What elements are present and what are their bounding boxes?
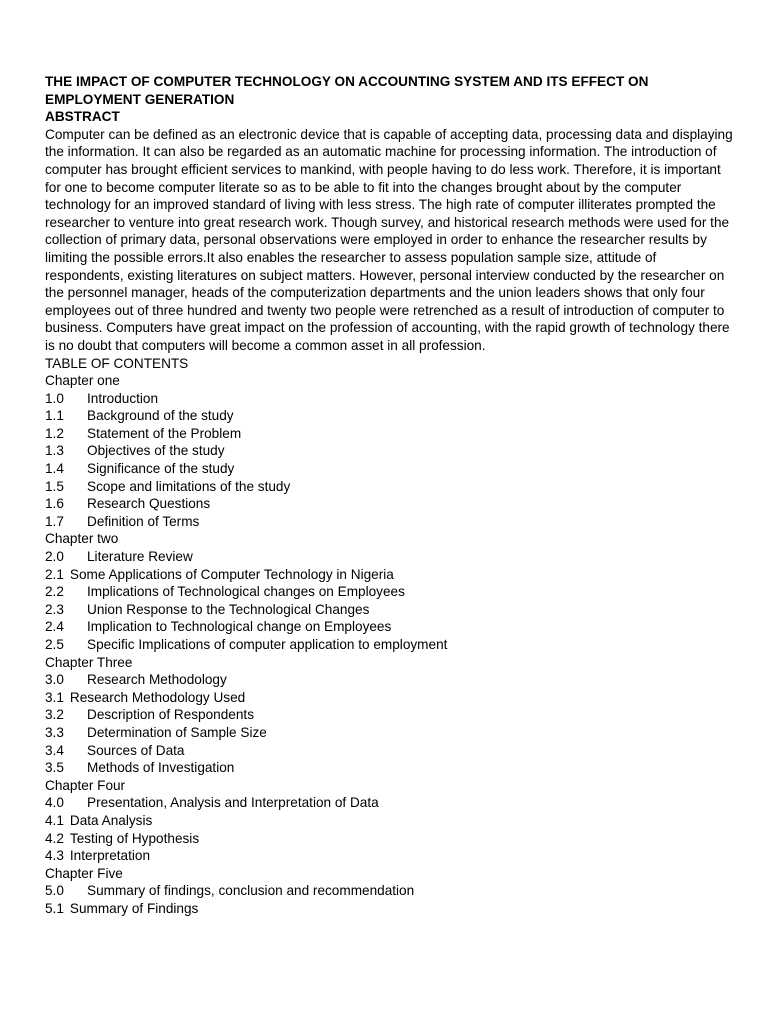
toc-chapter-heading: Chapter Three bbox=[45, 654, 133, 670]
toc-entry-number: 1.3 bbox=[45, 443, 64, 459]
toc-entry-number: 2.2 bbox=[45, 584, 64, 600]
toc-entry bbox=[45, 407, 735, 425]
toc-entry bbox=[45, 548, 735, 566]
toc-entry bbox=[45, 636, 735, 654]
toc-entry-text: Significance of the study bbox=[87, 461, 235, 477]
toc-entry-number: 5.0 bbox=[45, 883, 64, 899]
toc-entry-number: 2.3 bbox=[45, 601, 64, 617]
toc-entry-number: 1.4 bbox=[45, 461, 64, 477]
toc-entry-number: 1.1 bbox=[45, 408, 64, 424]
toc-entry-number: 3.4 bbox=[45, 742, 64, 758]
toc-entry-number: 3.1 bbox=[45, 689, 64, 705]
toc-entry bbox=[45, 812, 735, 830]
toc-entry-text: Determination of Sample Size bbox=[87, 724, 267, 740]
toc-entry bbox=[45, 601, 735, 619]
toc-entry bbox=[45, 618, 735, 636]
toc-chapter-list bbox=[45, 882, 735, 917]
toc-entry bbox=[45, 442, 735, 460]
toc-entry bbox=[45, 460, 735, 478]
toc-entry bbox=[45, 706, 735, 724]
toc-entry bbox=[45, 478, 735, 496]
toc-entry-text: Methods of Investigation bbox=[87, 760, 235, 776]
toc-entry-text: Implications of Technological changes on Employees bbox=[87, 584, 405, 600]
toc-entry-number: 1.7 bbox=[45, 513, 64, 529]
toc-entry-text: Data Analysis bbox=[69, 812, 153, 828]
document-title: THE IMPACT OF COMPUTER TECHNOLOGY ON ACCOUNTING SYSTEM AND ITS EFFECT ON EMPLOYMENT GENERATION bbox=[45, 74, 649, 107]
toc-entry-text: Research Questions bbox=[87, 496, 211, 512]
toc-entry-number: 2.5 bbox=[45, 637, 64, 652]
toc-entry bbox=[45, 689, 735, 707]
toc-entry bbox=[45, 513, 735, 531]
toc-entry-number: 3.5 bbox=[45, 760, 64, 776]
toc-entry-text: Testing of Hypothesis bbox=[69, 830, 200, 846]
toc-entry-text: Presentation, Analysis and Interpretation of Data bbox=[87, 795, 379, 811]
toc-entry-text: Background of the study bbox=[87, 408, 234, 424]
toc-entry bbox=[45, 495, 735, 513]
toc-entry bbox=[45, 759, 735, 777]
toc-entry bbox=[45, 566, 735, 584]
toc-entry-text: Introduction bbox=[87, 390, 159, 406]
toc-entry-number: 1.5 bbox=[45, 478, 64, 494]
toc-entry-number: 3.3 bbox=[45, 724, 64, 740]
toc-chapter-heading: Chapter Four bbox=[45, 777, 126, 793]
toc-entry bbox=[45, 900, 735, 918]
toc-entry-number: 1.6 bbox=[45, 496, 64, 512]
toc-entry bbox=[45, 583, 735, 601]
toc-entry bbox=[45, 847, 735, 865]
toc-entry-number: 2.1 bbox=[45, 566, 64, 582]
toc-entry-number: 4.3 bbox=[45, 848, 64, 864]
toc-chapter-list bbox=[45, 794, 735, 864]
toc-entry-text: Research Methodology bbox=[87, 672, 227, 688]
toc-chapter-list bbox=[45, 548, 735, 654]
table-of-contents bbox=[45, 372, 735, 917]
abstract-heading: ABSTRACT bbox=[45, 109, 120, 125]
toc-chapter-list bbox=[45, 390, 735, 531]
toc-entry-text: Specific Implications of computer application to employment bbox=[87, 637, 448, 652]
toc-entry bbox=[45, 390, 735, 408]
toc-entry-number: 4.2 bbox=[45, 830, 64, 846]
toc-entry bbox=[45, 882, 735, 900]
toc-entry bbox=[45, 724, 735, 742]
toc-entry bbox=[45, 830, 735, 848]
toc-entry-text: Description of Respondents bbox=[87, 707, 254, 723]
toc-entry bbox=[45, 742, 735, 760]
toc-chapter-heading: Chapter one bbox=[45, 373, 120, 389]
toc-entry-text: Interpretation bbox=[69, 848, 151, 864]
toc-entry-text: Literature Review bbox=[87, 549, 193, 565]
toc-entry-text: Some Applications of Computer Technology in Nigeria bbox=[69, 566, 394, 582]
toc-chapter-heading: Chapter Five bbox=[45, 865, 123, 881]
toc-entry-text: Summary of findings, conclusion and recommendation bbox=[87, 883, 415, 899]
toc-entry-number: 3.2 bbox=[45, 707, 64, 723]
toc-entry-number: 2.0 bbox=[45, 549, 64, 565]
abstract-text: Computer can be defined as an electronic device that is capable of accepting data, processing data and displaying the information. It can also be regarded as an automatic machine for processing information. The introduction of computer has brought efficient services to mankind, with people having to do less work. Therefore, it is important for one to become computer literate so as to be able to fit into the changes brought about by the computer technology for an improved standard of living with less stress. The high rate of computer illiterates prompted the researcher to venture into great research work. Though survey, and historical research methods were used for the collection of primary data, personal observations were employed in order to enhance the researcher results by limiting the possible errors.It also enables the researcher to assess population sample size, attitude of respondents, existing literatures on subject matters. However, personal interview conducted by the researcher on the personnel manager, heads of the computerization departments and the union leaders shows that only four employees out of three hundred and twenty two people were retrenched as a result of introduction of computer to business. Computers have great impact on the profession of accounting, with the rapid growth of technology there is no doubt that computers will become a common asset in all profession. bbox=[45, 126, 733, 353]
toc-heading: TABLE OF CONTENTS bbox=[45, 355, 189, 371]
document-page bbox=[45, 73, 735, 918]
toc-entry-number: 4.0 bbox=[45, 795, 64, 811]
toc-entry-text: Implication to Technological change on Employees bbox=[87, 619, 392, 635]
toc-chapter-heading: Chapter two bbox=[45, 531, 119, 547]
toc-entry-text: Objectives of the study bbox=[87, 443, 225, 459]
toc-entry-text: Definition of Terms bbox=[87, 513, 200, 529]
toc-entry-text: Scope and limitations of the study bbox=[87, 478, 291, 494]
toc-entry-number: 2.4 bbox=[45, 619, 64, 635]
toc-chapter-list bbox=[45, 671, 735, 777]
toc-entry-text: Union Response to the Technological Changes bbox=[87, 601, 370, 617]
toc-entry-number: 1.2 bbox=[45, 425, 64, 441]
toc-entry-number: 5.1 bbox=[45, 900, 64, 916]
toc-entry bbox=[45, 425, 735, 443]
toc-entry-number: 1.0 bbox=[45, 390, 64, 406]
toc-entry bbox=[45, 671, 735, 689]
toc-entry-number: 3.0 bbox=[45, 672, 64, 688]
toc-entry-text: Research Methodology Used bbox=[69, 689, 246, 705]
toc-entry-text: Statement of the Problem bbox=[87, 425, 242, 441]
toc-entry bbox=[45, 794, 735, 812]
toc-entry-text: Sources of Data bbox=[87, 742, 185, 758]
toc-entry-text: Summary of Findings bbox=[69, 900, 199, 916]
toc-entry-number: 4.1 bbox=[45, 812, 64, 828]
